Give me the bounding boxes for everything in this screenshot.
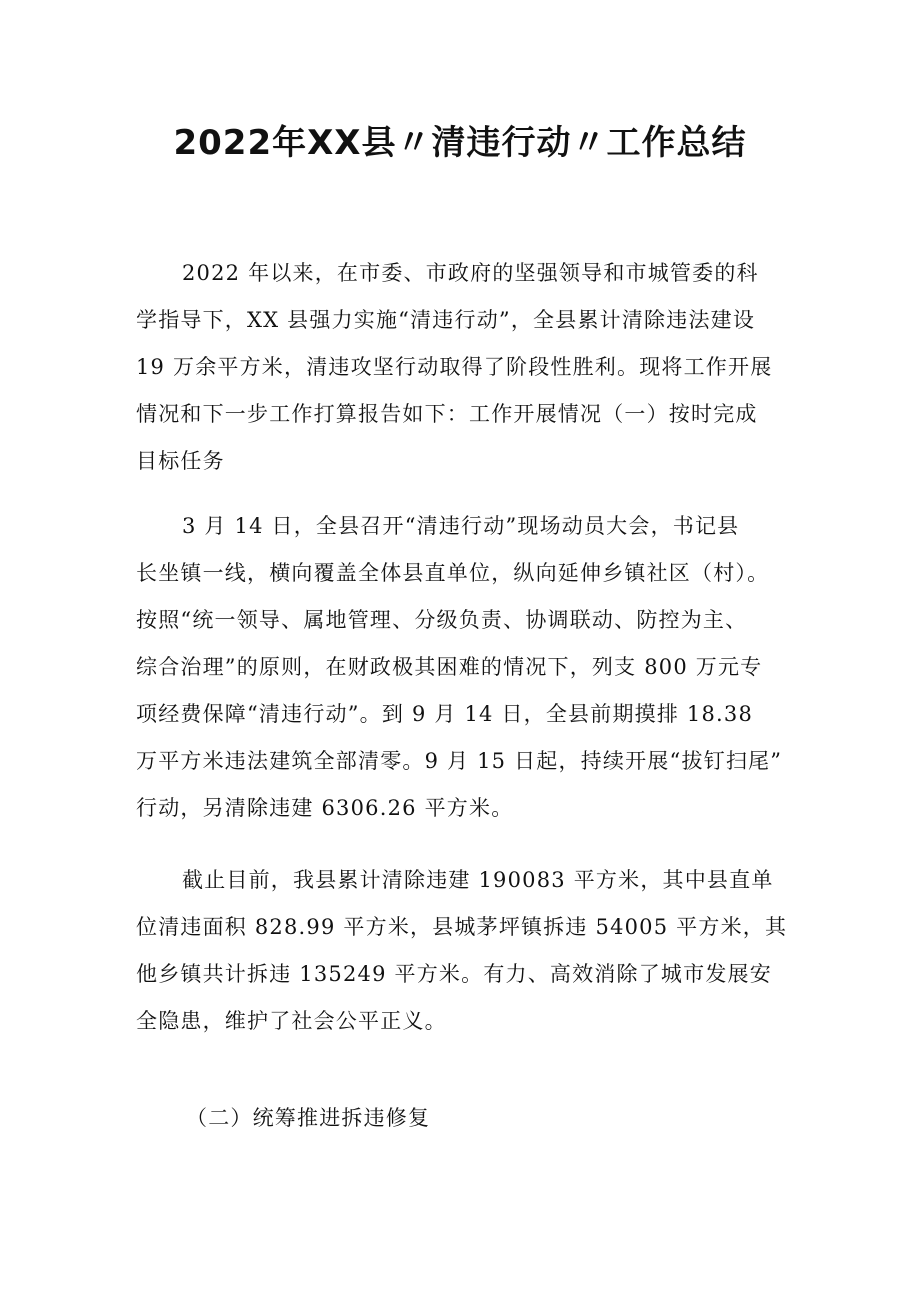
paragraph-line: 综合治理”的原则，在财政极其困难的情况下，列支 800 万元专	[136, 655, 763, 679]
paragraph-line: 目标任务	[136, 449, 225, 473]
paragraph-line: 位清违面积 828.99 平方米，县城茅坪镇拆违 54005 平方米，其	[136, 915, 788, 939]
paragraph-line: 学指导下，XX 县强力实施“清违行动”，全县累计清除违法建设	[136, 308, 756, 332]
paragraph-line: 情况和下一步工作打算报告如下：工作开展情况（一）按时完成	[136, 402, 758, 426]
document-title: 2022年XX县〃清违行动〃工作总结	[173, 123, 747, 163]
paragraph-line: 行动，另清除违建 6306.26 平方米。	[136, 796, 514, 820]
section-heading: （二）统筹推进拆违修复	[186, 1106, 431, 1130]
paragraph-line: 他乡镇共计拆违 135249 平方米。有力、高效消除了城市发展安	[136, 962, 772, 986]
paragraph-line: 3 月 14 日，全县召开“清违行动”现场动员大会，书记县	[182, 514, 740, 538]
paragraph-line: 截止目前，我县累计清除违建 190083 平方米，其中县直单	[182, 868, 774, 892]
paragraph-line: 2022 年以来，在市委、市政府的坚强领导和市城管委的科	[182, 261, 759, 285]
paragraph-line: 按照“统一领导、属地管理、分级负责、协调联动、防控为主、	[136, 608, 748, 632]
paragraph-line: 全隐患，维护了社会公平正义。	[136, 1009, 447, 1033]
paragraph-line: 长坐镇一线，横向覆盖全体县直单位，纵向延伸乡镇社区（村）。	[136, 561, 770, 585]
paragraph-line: 万平方米违法建筑全部清零。9 月 15 日起，持续开展“拔钉扫尾”	[136, 749, 783, 773]
paragraph-line: 19 万余平方米，清违攻坚行动取得了阶段性胜利。现将工作开展	[136, 355, 773, 379]
paragraph-line: 项经费保障“清违行动”。到 9 月 14 日，全县前期摸排 18.38	[136, 702, 754, 726]
